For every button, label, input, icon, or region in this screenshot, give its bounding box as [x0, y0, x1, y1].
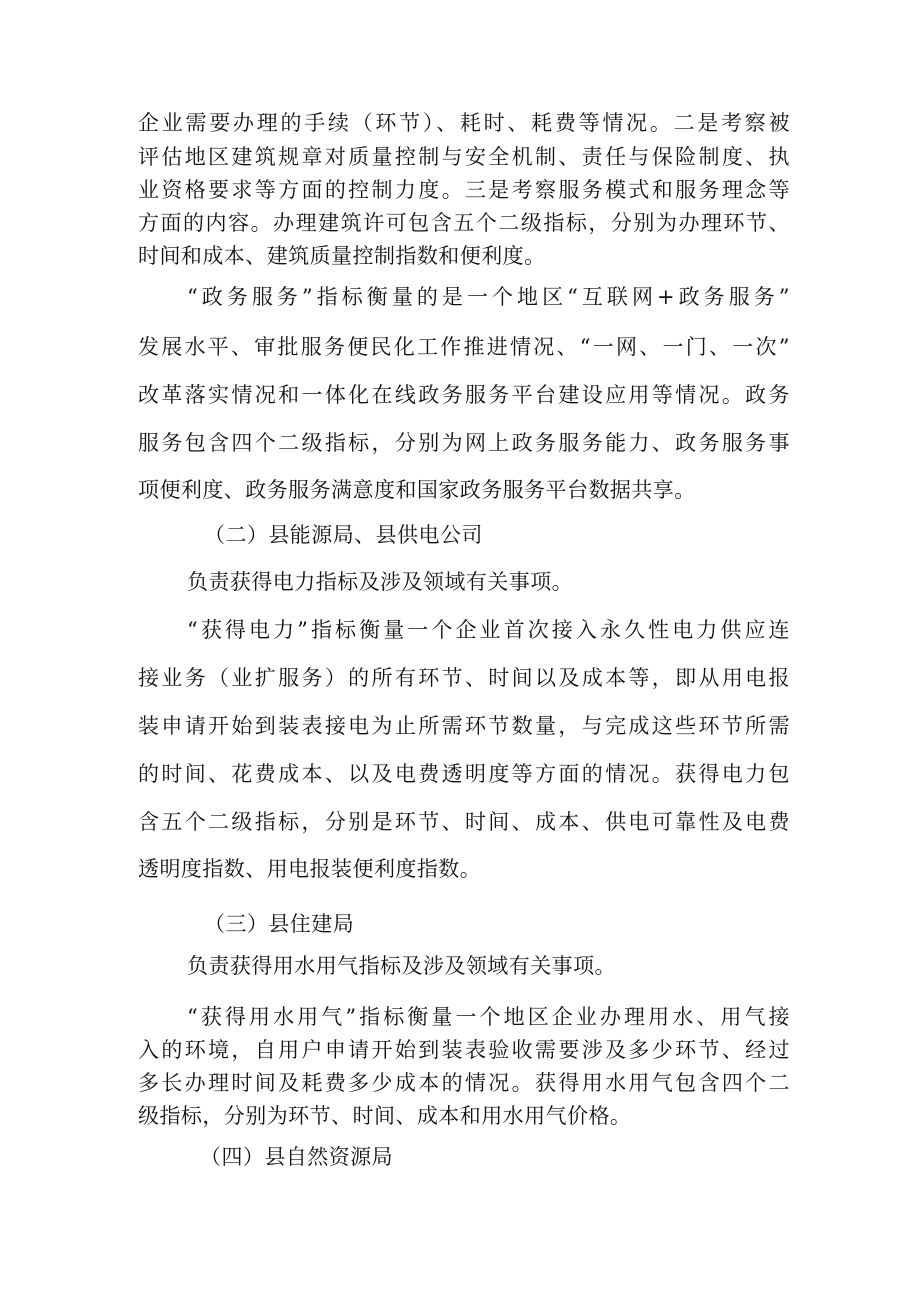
paragraph-line: 时间和成本、建筑质量控制指数和便利度。 [138, 244, 546, 268]
paragraph-line: 方面的内容。办理建筑许可包含五个二级指标，分别为办理环节、 [138, 211, 790, 235]
paragraph-line: 负责获得电力指标及涉及领域有关事项。 [187, 570, 574, 594]
paragraph-line: 负责获得用水用气指标及涉及领域有关事项。 [187, 954, 616, 978]
paragraph-line: 透明度指数、用电报装便利度指数。 [138, 857, 482, 881]
paragraph-line: 业资格要求等方面的控制力度。三是考察服务模式和服务理念等 [138, 178, 790, 202]
section-heading: （四）县自然资源局 [200, 1145, 394, 1169]
paragraph-line: 项便利度、政务服务满意度和国家政务服务平台数据共享。 [138, 478, 696, 502]
paragraph-line: 级指标，分别为环节、时间、成本和用水用气价格。 [138, 1104, 632, 1128]
section-heading: （二）县能源局、县供电公司 [204, 523, 483, 547]
paragraph-line: 装申请开始到装表接电为止所需环节数量，与完成这些环节所需 [138, 714, 790, 738]
paragraph-line: 入的环境，自用户申请开始到装表验收需要涉及多少环节、经过 [138, 1038, 790, 1062]
paragraph-line: 含五个二级指标，分别是环节、时间、成本、供电可靠性及电费 [138, 810, 790, 834]
paragraph-line: 改革落实情况和一体化在线政务服务平台建设应用等情况。政务 [138, 383, 790, 407]
section-heading: （三）县住建局 [204, 912, 355, 936]
paragraph-line: 评估地区建筑规章对质量控制与安全机制、责任与保险制度、执 [138, 145, 790, 169]
paragraph-line: “政务服务”指标衡量的是一个地区“互联网+政务服务” [187, 285, 790, 309]
paragraph-line: 接业务（业扩服务）的所有环节、时间以及成本等，即从用电报 [138, 666, 790, 690]
paragraph-line: 发展水平、审批服务便民化工作推进情况、“一网、一门、一次” [138, 335, 790, 359]
paragraph-line: 多长办理时间及耗费多少成本的情况。获得用水用气包含四个二 [138, 1071, 790, 1095]
paragraph-line: “获得电力”指标衡量一个企业首次接入永久性电力供应连 [187, 618, 790, 642]
paragraph-line: 企业需要办理的手续（环节）、耗时、耗费等情况。二是考察被 [138, 111, 790, 135]
paragraph-line: 服务包含四个二级指标，分别为网上政务服务能力、政务服务事 [138, 431, 790, 455]
paragraph-line: 的时间、花费成本、以及电费透明度等方面的情况。获得电力包 [138, 762, 790, 786]
paragraph-line: “获得用水用气”指标衡量一个地区企业办理用水、用气接 [187, 1005, 790, 1029]
